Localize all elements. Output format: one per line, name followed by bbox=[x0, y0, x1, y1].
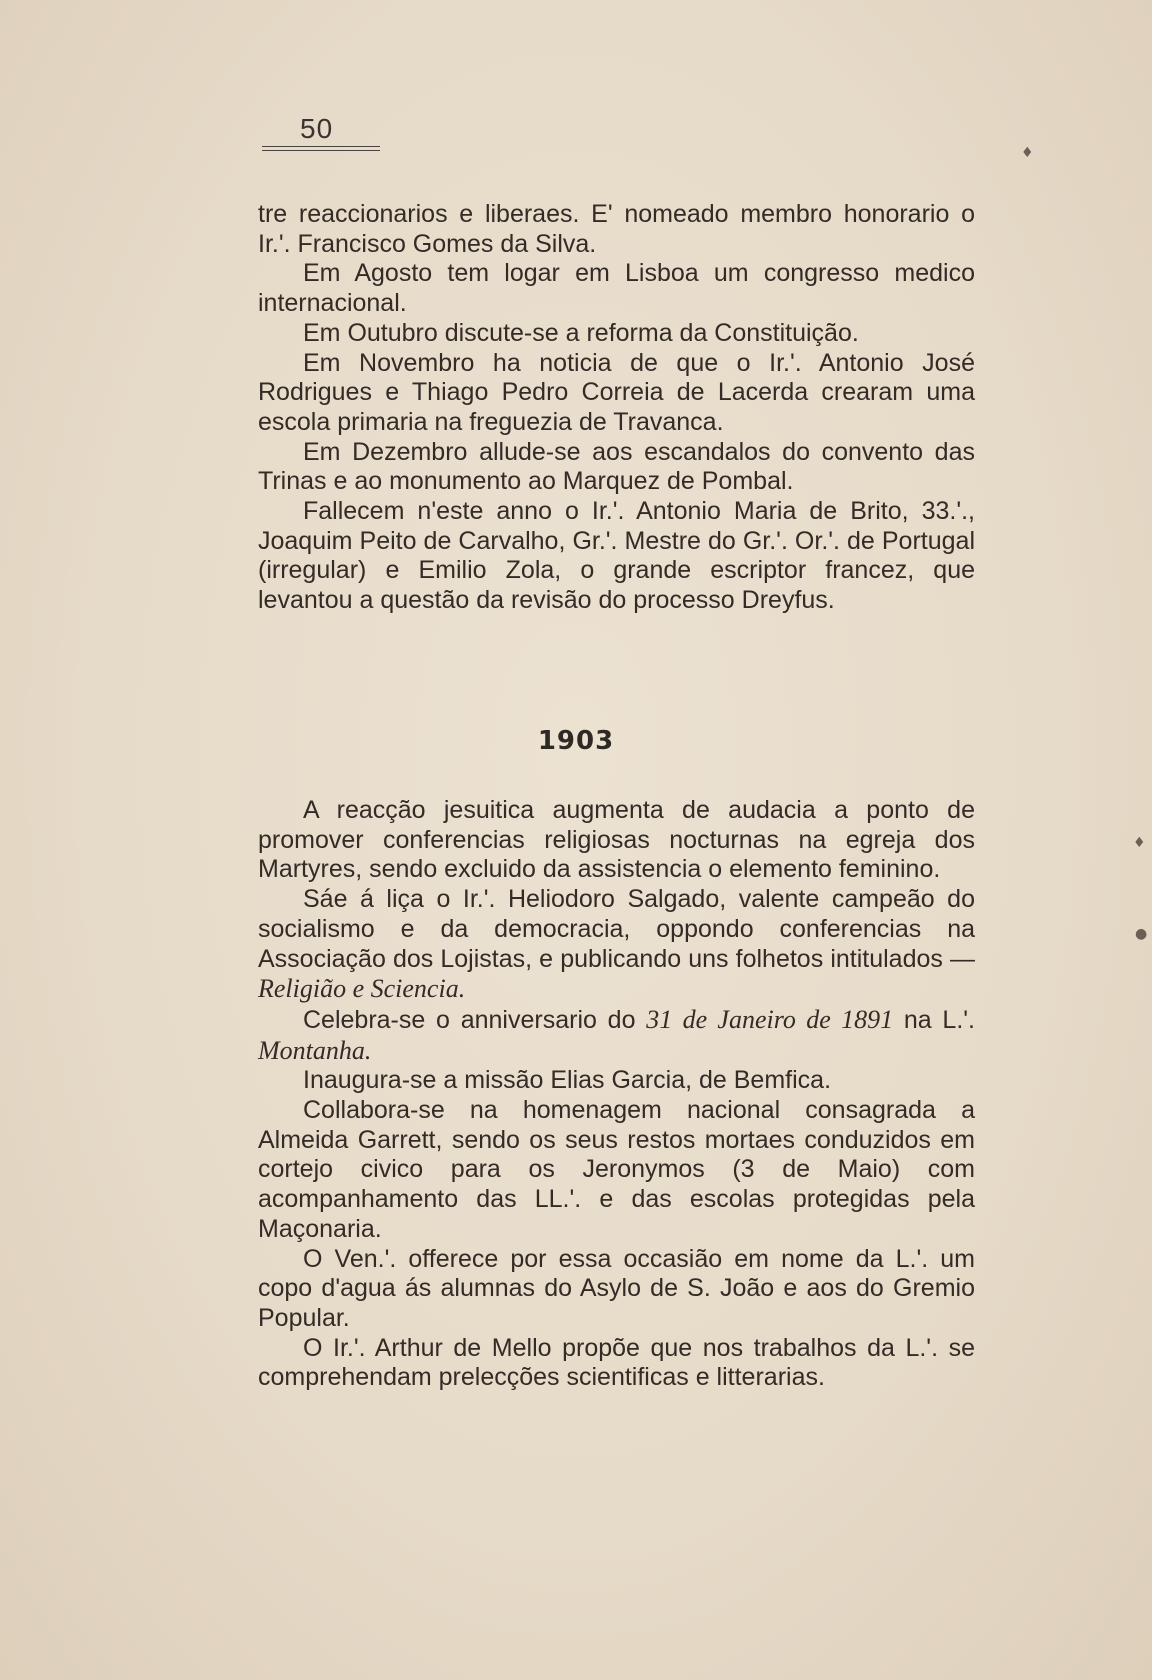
paragraph bbox=[258, 1005, 975, 1066]
paragraph: Em Agosto tem logar em Lisboa um congresso medico internacional. bbox=[258, 259, 975, 318]
paragraph: Inaugura-se a missão Elias Garcia, de Bemfica. bbox=[303, 1066, 832, 1095]
paragraph bbox=[258, 885, 975, 1005]
year-heading: 1903 bbox=[537, 726, 615, 756]
paragraph: Em Novembro ha noticia de que o Ir.'. Antonio José Rodrigues e Thiago Pedro Correia de Lacerda crearam uma escola primaria na freguezia de Travanca. bbox=[258, 348, 975, 436]
page-number-rule bbox=[262, 150, 380, 151]
paragraph: O Ir.'. Arthur de Mello propõe que nos trabalhos da L.'. se comprehendam prelecções scientificas e litterarias. bbox=[258, 1333, 975, 1392]
anniversary-date: 31 de Janeiro de 1891 bbox=[646, 1004, 894, 1034]
pamphlet-title: Religião e Sciencia. bbox=[258, 974, 466, 1004]
paragraph: O Ven.'. offerece por essa occasião em nome da L.'. um copo d'agua ás alumnas do Asylo de S. João e aos do Gremio Popular. bbox=[258, 1244, 975, 1332]
paragraph: Em Outubro discute-se a reforma da Constituição. bbox=[303, 318, 859, 347]
page-number-rule bbox=[262, 146, 380, 147]
body-text-bottom bbox=[258, 796, 975, 1393]
body-text-top bbox=[258, 200, 975, 616]
paragraph-text: Sáe á liça o Ir.'. Heliodoro Salgado, valente campeão do socialismo e da democracia, oppondo conferencias na Associação dos Lojistas, e publicando uns folhetos intitulados — bbox=[258, 885, 975, 973]
paragraph: tre reaccionarios e liberaes. E' nomeado membro honorario o Ir.'. Francisco Gomes da Silva. bbox=[258, 200, 975, 258]
paragraph: A reacção jesuitica augmenta de audacia a ponto de promover conferencias religiosas nocturnas na egreja dos Martyres, sendo excluido da assistencia o elemento feminino. bbox=[258, 796, 975, 884]
paper-speck: ♦ bbox=[1021, 145, 1034, 161]
paragraph: Collabora-se na homenagem nacional consagrada a Almeida Garrett, sendo os seus restos mortaes conduzidos em cortejo civico para os Jeronymos (3 de Maio) com acompanhamento das LL.'. e das escolas protegidas pela Maçonaria. bbox=[258, 1096, 975, 1243]
paragraph-text: Celebra-se o anniversario do bbox=[303, 1005, 647, 1034]
paper-speck: ● bbox=[1135, 926, 1148, 942]
page-number: 50 bbox=[300, 113, 334, 144]
paper-speck: ♦ bbox=[1133, 835, 1146, 851]
paragraph: Fallecem n'este anno o Ir.'. Antonio Maria de Brito, 33.'., Joaquim Peito de Carvalho, Gr.'. Mestre do Gr.'. Or.'. de Portugal (irregular) e Emilio Zola, o grande escriptor francez, que levantou a questão da revisão do processo Dreyfus. bbox=[258, 497, 975, 615]
paragraph-text: na L.'. bbox=[893, 1005, 975, 1034]
paragraph: Em Dezembro allude-se aos escandalos do convento das Trinas e ao monumento ao Marquez de Pombal. bbox=[258, 437, 975, 496]
lodge-name: Montanha. bbox=[258, 1035, 372, 1065]
